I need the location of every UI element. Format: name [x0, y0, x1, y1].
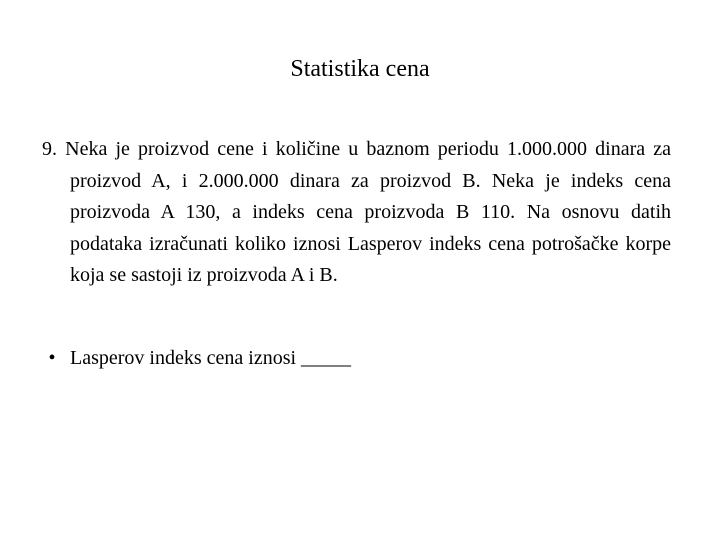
task-text: Neka je proizvod cene i količine u baznom periodu 1.000.000 dinara za proizvod A, i 2.000.000 dinara za proizvod B. Neka je indeks cena proizvoda A 130, a indeks cena proizvoda B 110. Na osnovu datih podataka izračunati koliko iznosi Lasperov indeks cena potrošačke korpe koja se sastoji iz proizvoda A i B. [65, 138, 672, 286]
slide-title: Statistika cena [290, 56, 430, 82]
bullet-text: Lasperov indeks cena iznosi _____ [70, 347, 352, 369]
bullet-marker: • [48, 347, 56, 369]
task-number: 9. [42, 138, 57, 160]
bullet-item [48, 343, 671, 375]
task-paragraph [42, 134, 672, 292]
